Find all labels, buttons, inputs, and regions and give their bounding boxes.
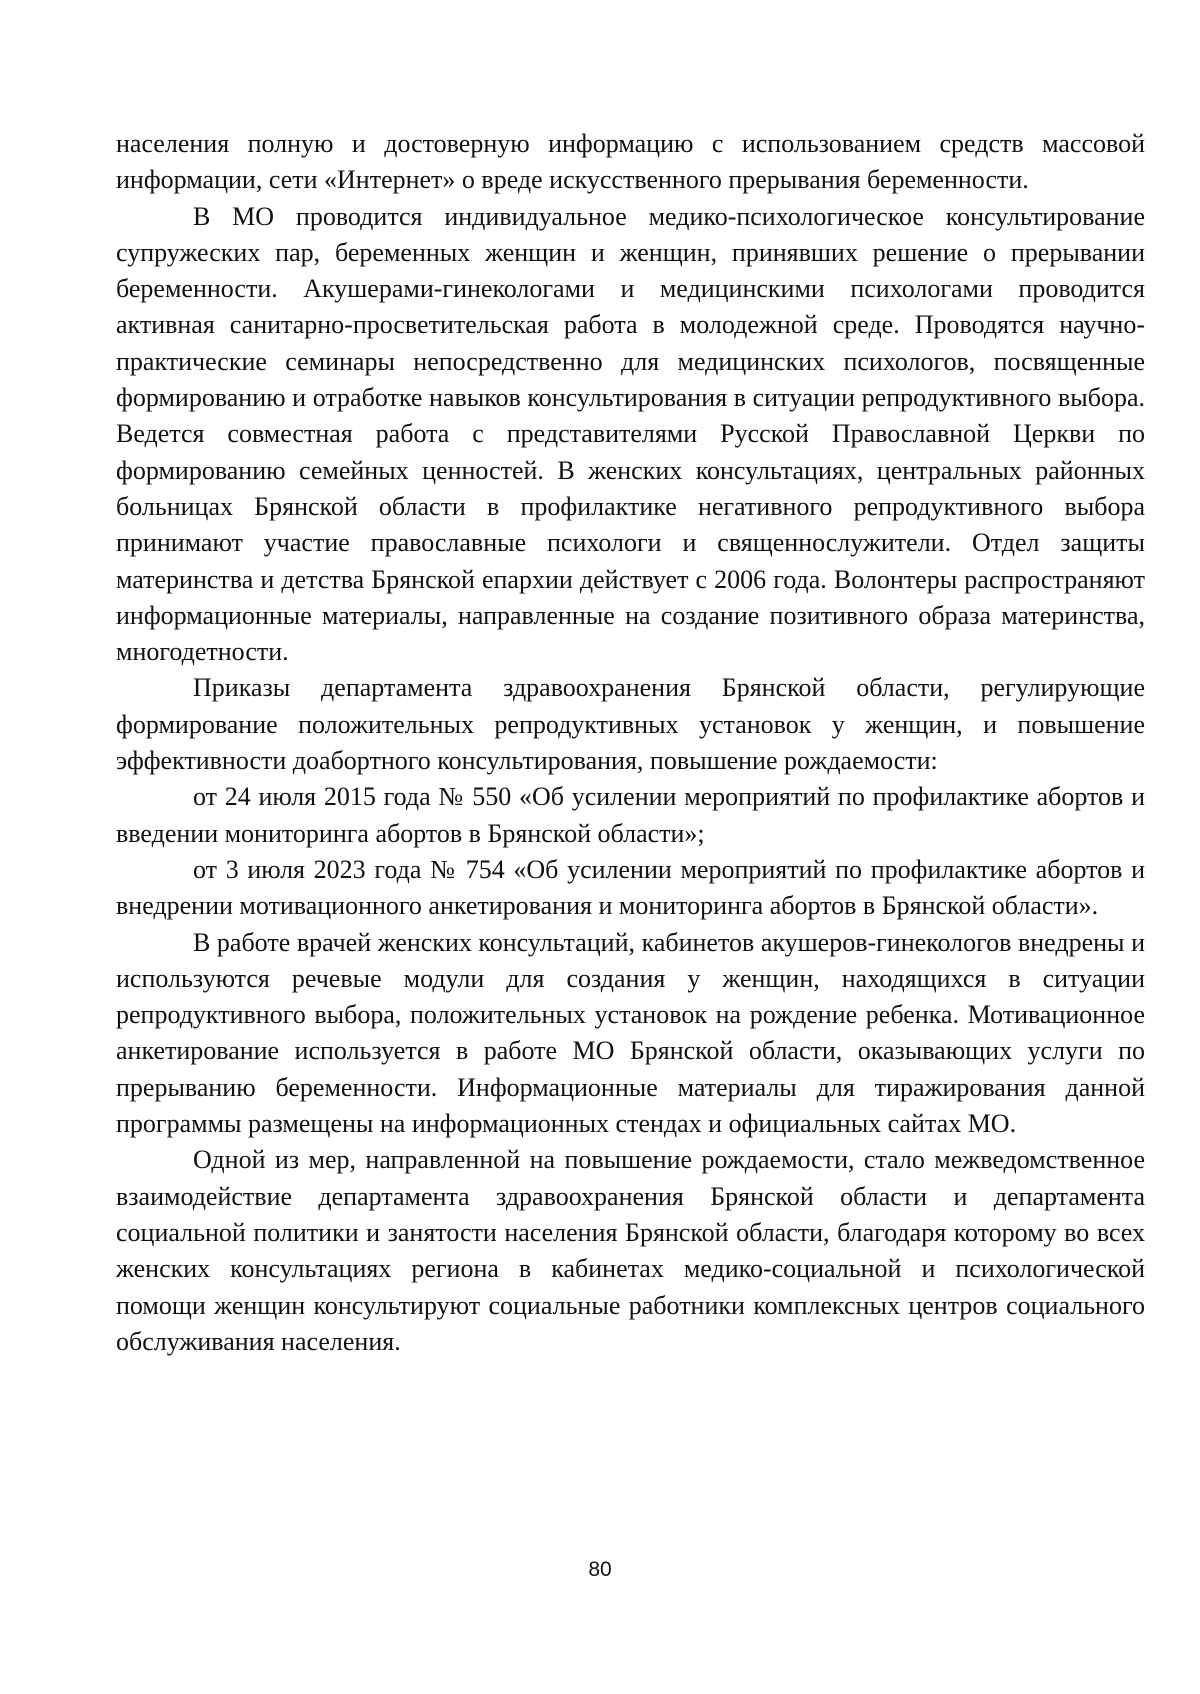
- page-number: 80: [588, 1558, 612, 1581]
- paragraph-order-550: от 24 июля 2015 года № 550 «Об усилении мероприятий по профилактике абортов и введении мониторинга абортов в Брянской области»;: [116, 782, 1145, 848]
- paragraph-orders-intro: Приказы департамента здравоохранения Брянской области, регулирующие формирование положительных репродуктивных установок у женщин, и повышение эффективности доабортного консультирования, повышение рождаемости:: [116, 673, 1145, 776]
- paragraph-continuation: населения полную и достоверную информацию с использованием средств массовой информации, сети «Интернет» о вреде искусственного прерывания беременности.: [116, 129, 1145, 195]
- paragraph-interagency: Одной из мер, направленной на повышение рождаемости, стало межведомственное взаимодействие департамента здравоохранения Брянской области и департамента социальной политики и занятости населения Брянской области, благодаря которому во всех женских консультациях региона в кабинетах медико-социальной и психологической помощи женщин консультируют социальные работники комплексных центров социального обслуживания населения.: [116, 1145, 1145, 1356]
- document-body: [116, 126, 1145, 1360]
- paragraph-counseling: В МО проводится индивидуальное медико-психологическое консультирование супружеских пар, беременных женщин и женщин, принявших решение о прерывании беременности. Акушерами-гинекологами и медицинскими психологами проводится активная санитарно-просветительская работа в молодежной среде. Проводятся научно-практические семинары непосредственно для медицинских психологов, посвященные формированию и отработке навыков консультирования в ситуации репродуктивного выбора. Ведется совместная работа с представителями Русской Православной Церкви по формированию семейных ценностей. В женских консультациях, центральных районных больницах Брянской области в профилактике негативного репродуктивного выбора принимают участие православные психологи и священнослужители. Отдел защиты материнства и детства Брянской епархии действует с 2006 года. Волонтеры распространяют информационные материалы, направленные на создание позитивного образа материнства, многодетности.: [116, 201, 1145, 667]
- paragraph-order-754: от 3 июля 2023 года № 754 «Об усилении мероприятий по профилактике абортов и внедрении мотивационного анкетирования и мониторинга абортов в Брянской области».: [116, 854, 1145, 921]
- paragraph-speech-modules: В работе врачей женских консультаций, кабинетов акушеров-гинекологов внедрены и используются речевые модули для создания у женщин, находящихся в ситуации репродуктивного выбора, положительных установок на рождение ребенка. Мотивационное анкетирование используется в работе МО Брянской области, оказывающих услуги по прерыванию беременности. Информационные материалы для тиражирования данной программы размещены на информационных стендах и официальных сайтах МО.: [116, 927, 1145, 1139]
